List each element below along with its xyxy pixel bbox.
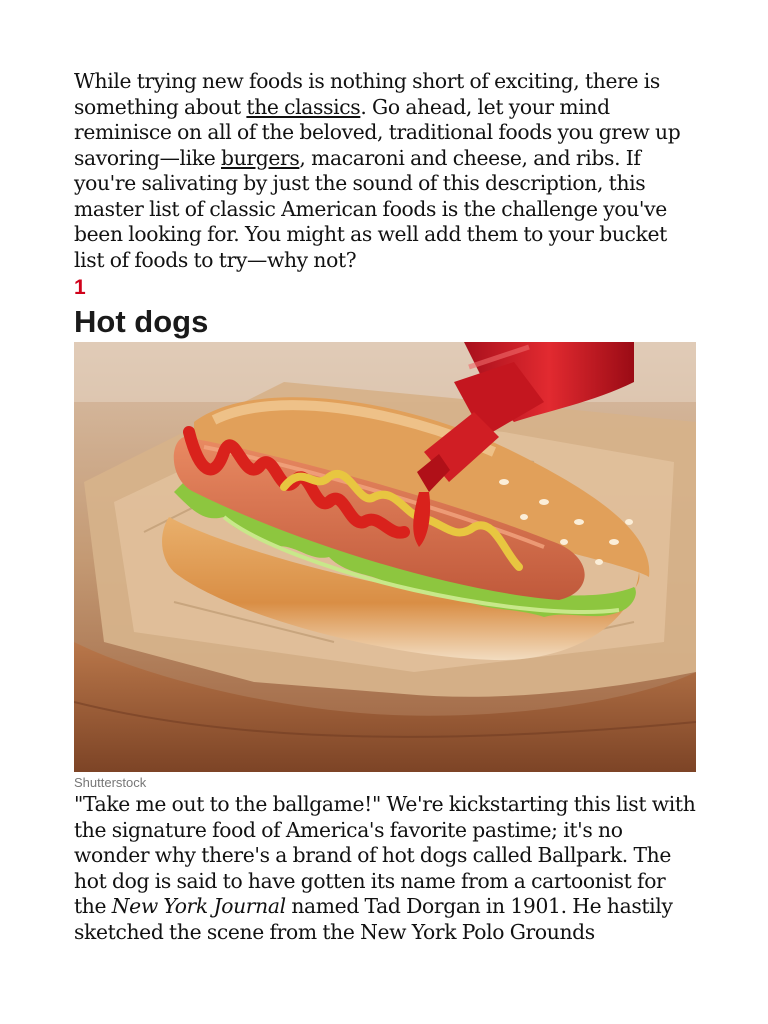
desc-text-1: "Take me out to the ballgame!" We're kickstarting this list with the signature food of America's favorite pastime; it's no wonder why there's a brand of hot dogs called Ballpark. The hot dog is said to have gotten its name from a cartoonist for the [74, 792, 696, 918]
hot-dog-photo [74, 342, 696, 772]
burgers-link[interactable]: burgers [221, 145, 300, 170]
image-credit: Shutterstock [74, 775, 147, 790]
intro-text-3: , macaroni and cheese, and ribs. If you're salivating by just the sound of this description, this master list of classic American foods is the challenge you've been looking for. You might as well add them to your bucket list of foods to try—why not? [74, 145, 667, 272]
intro-paragraph [74, 69, 696, 273]
intro-text-2: . Go ahead, let your mind reminisce on all of the beloved, traditional foods you grew up savoring—like [74, 94, 681, 170]
desc-text-2: named Tad Dorgan in 1901. He hastily sketched the scene from the New York Polo Grounds [74, 894, 673, 944]
article-body [74, 69, 696, 945]
publication-name: New York Journal [111, 894, 286, 918]
item-number: 1 [74, 276, 86, 299]
item-description [74, 792, 696, 945]
classics-link[interactable]: the classics [246, 94, 361, 119]
intro-text-1: While trying new foods is nothing short of exciting, there is something about [74, 69, 660, 119]
item-title: Hot dogs [74, 304, 209, 339]
